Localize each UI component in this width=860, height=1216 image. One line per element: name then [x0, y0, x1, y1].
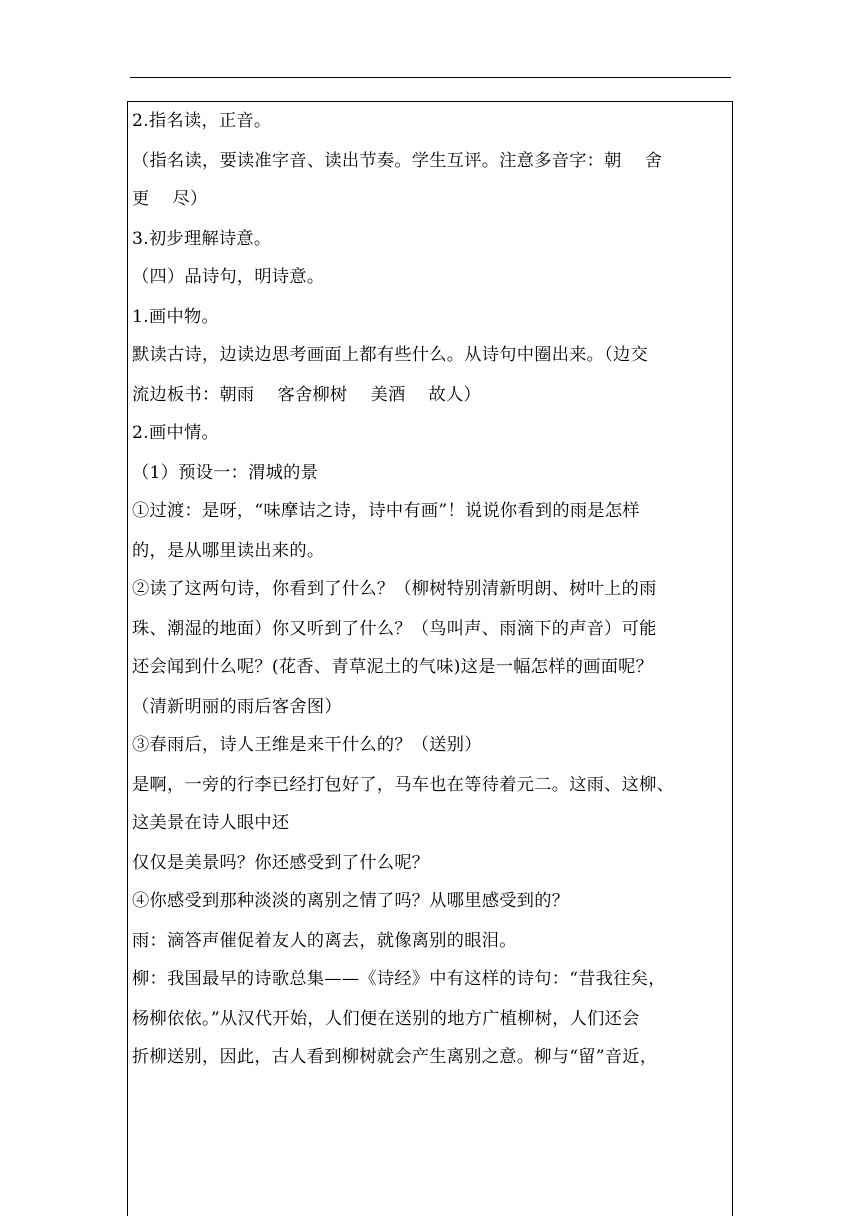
text-line: 仅仅是美景吗？你还感受到了什么呢？ — [132, 853, 430, 873]
text-line: ④你感受到那种淡淡的离别之情了吗？从哪里感受到的？ — [132, 891, 570, 911]
lesson-table-cell — [127, 101, 733, 1216]
text-line: 杨柳依依。”从汉代开始，人们便在送别的地方广植柳树，人们还会 — [132, 1009, 640, 1029]
text-line: 珠、潮湿的地面）你又听到了什么？（鸟叫声、雨滴下的声音）可能 — [132, 619, 657, 639]
text-line: 默读古诗，边读边思考画面上都有些什么。从诗句中圈出来。（边交 — [132, 345, 649, 365]
text-line: 这美景在诗人眼中还 — [132, 813, 290, 833]
text-line: 折柳送别，因此，古人看到柳树就会产生离别之意。柳与“留”音近， — [132, 1047, 658, 1067]
text-line: （1）预设一：渭城的景 — [132, 463, 319, 483]
text-line: 2.画中情。 — [132, 423, 219, 443]
text-line: 2.指名读，正音。 — [132, 111, 272, 131]
text-line: 流边板书：朝雨 客舍柳树 美酒 故人） — [132, 385, 481, 405]
text-line: ②读了这两句诗，你看到了什么？（柳树特别清新明朗、树叶上的雨 — [132, 579, 657, 599]
text-line: 3.初步理解诗意。 — [132, 229, 272, 249]
text-line: 更 尽） — [132, 189, 208, 209]
text-line: 雨：滴答声催促着友人的离去，就像离别的眼泪。 — [132, 931, 517, 951]
text-line: ①过渡：是呀，“味摩诘之诗，诗中有画”！说说你看到的雨是怎样 — [132, 501, 640, 521]
text-line: ③春雨后，诗人王维是来干什么的？（送别） — [132, 735, 482, 755]
text-line: 是啊，一旁的行李已经打包好了，马车也在等待着元二。这雨、这柳、 — [132, 775, 675, 795]
text-line: 的，是从哪里读出来的。 — [132, 541, 325, 561]
text-line: （四）品诗句，明诗意。 — [132, 267, 325, 287]
text-line: （清新明丽的雨后客舍图） — [132, 697, 342, 717]
text-line: 还会闻到什么呢？(花香、青草泥土的气味)这是一幅怎样的画面呢？ — [132, 657, 654, 677]
text-line: 1.画中物。 — [132, 307, 219, 327]
text-line: 柳：我国最早的诗歌总集——《诗经》中有这样的诗句：“昔我往矣， — [132, 969, 666, 989]
text-line: （指名读，要读准字音、读出节奏。学生互评。注意多音字：朝 舍 — [132, 151, 663, 171]
header-rule — [130, 77, 731, 78]
